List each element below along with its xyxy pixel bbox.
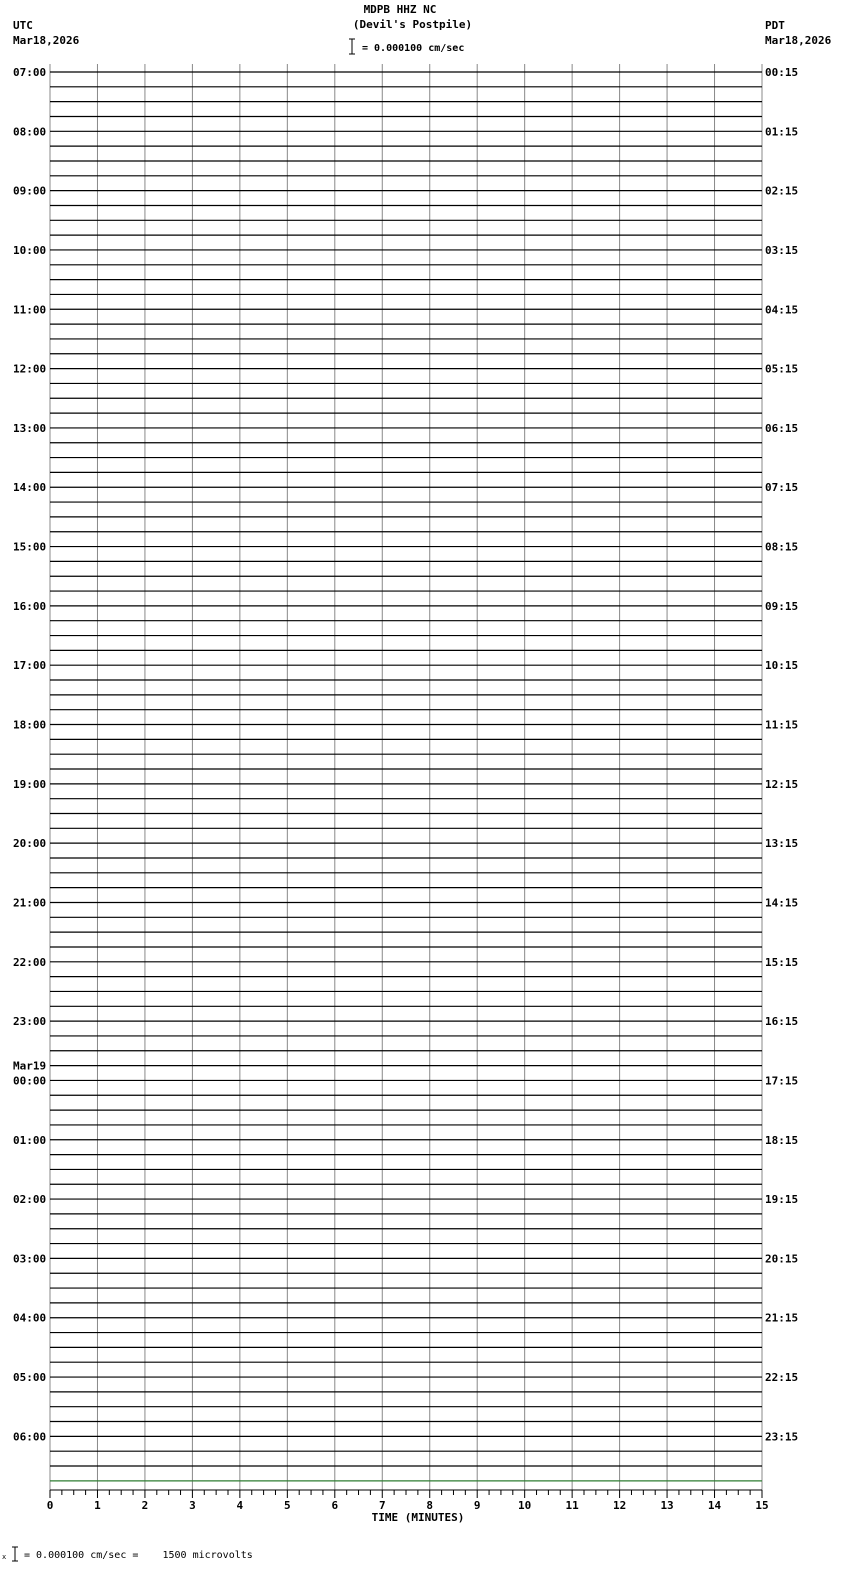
footer-scale-text: = 0.000100 cm/sec = 1500 microvolts (24, 1550, 253, 1561)
pdt-hour-label: 03:15 (765, 243, 799, 257)
utc-hour-label: 23:00 (13, 1015, 47, 1029)
left-timezone: UTC (13, 19, 33, 32)
utc-hour-label: 13:00 (13, 421, 47, 435)
pdt-hour-label: 01:15 (765, 125, 799, 139)
pdt-hour-label: 00:15 (765, 66, 799, 79)
utc-hour-label: 11:00 (13, 303, 47, 317)
right-date: Mar18,2026 (765, 34, 832, 47)
utc-hour-label: 07:00 (13, 66, 47, 79)
svg-text:x: x (2, 1553, 7, 1561)
pdt-hour-label: 22:15 (765, 1371, 799, 1385)
x-tick-label: 1 (94, 1499, 101, 1512)
utc-hour-label: 06:00 (13, 1430, 47, 1444)
pdt-hour-label: 16:15 (765, 1015, 799, 1029)
footer-scale-bar-icon (2, 1547, 18, 1561)
utc-hour-label: 22:00 (13, 955, 47, 969)
pdt-hour-label: 09:15 (765, 599, 799, 613)
station-title: MDPB HHZ NC (363, 3, 437, 16)
pdt-hour-label: 07:15 (765, 481, 799, 495)
pdt-hour-label: 14:15 (765, 896, 799, 910)
pdt-hour-label: 10:15 (765, 659, 799, 673)
utc-hour-label: 00:00 (13, 1074, 47, 1088)
utc-hour-label: 09:00 (13, 184, 47, 198)
utc-hour-labels (13, 66, 46, 1443)
pdt-hour-labels (765, 66, 798, 1443)
utc-hour-label: 14:00 (13, 481, 47, 495)
x-tick-label: 4 (236, 1499, 244, 1512)
utc-hour-label: 19:00 (13, 777, 47, 791)
station-location: (Devil's Postpile) (352, 18, 473, 31)
utc-hour-label: 17:00 (13, 659, 47, 673)
utc-hour-label: 15:00 (13, 540, 47, 554)
utc-hour-label: 03:00 (13, 1252, 47, 1266)
x-tick-label: 12 (612, 1499, 627, 1512)
pdt-hour-label: 23:15 (765, 1430, 799, 1444)
minute-grid (50, 64, 762, 1490)
utc-hour-label: 08:00 (13, 125, 47, 139)
x-tick-label: 3 (189, 1499, 196, 1512)
pdt-hour-label: 13:15 (765, 837, 799, 851)
utc-hour-label: 05:00 (13, 1371, 47, 1385)
x-tick-label: 11 (565, 1499, 579, 1512)
left-date: Mar18,2026 (13, 34, 80, 47)
pdt-hour-label: 18:15 (765, 1133, 799, 1147)
x-tick-label: 0 (46, 1499, 54, 1512)
pdt-hour-label: 15:15 (765, 955, 799, 969)
pdt-hour-label: 05:15 (765, 362, 799, 376)
x-tick-label: 8 (426, 1499, 434, 1512)
x-tick-label: 14 (707, 1499, 722, 1512)
utc-hour-label: 02:00 (13, 1193, 47, 1207)
pdt-hour-label: 11:15 (765, 718, 799, 732)
x-tick-label: 15 (755, 1499, 769, 1512)
x-axis (47, 1490, 769, 1512)
x-tick-label: 5 (284, 1499, 291, 1512)
date-change-label: Mar19 (13, 1059, 47, 1073)
pdt-hour-label: 20:15 (765, 1252, 799, 1266)
x-tick-label: 9 (473, 1499, 481, 1512)
x-tick-label: 2 (141, 1499, 149, 1512)
pdt-hour-label: 19:15 (765, 1193, 799, 1207)
scale-label: = 0.000100 cm/sec (362, 43, 465, 54)
x-axis-label: TIME (MINUTES) (371, 1511, 465, 1524)
x-tick-label: 13 (660, 1499, 674, 1512)
x-tick-label: 7 (378, 1499, 386, 1512)
scale-bar-icon (349, 39, 355, 54)
utc-hour-label: 10:00 (13, 243, 47, 257)
trace-lines (50, 72, 762, 1481)
utc-hour-label: 21:00 (13, 896, 47, 910)
pdt-hour-label: 02:15 (765, 184, 799, 198)
pdt-hour-label: 08:15 (765, 540, 799, 554)
x-tick-label: 10 (518, 1499, 532, 1512)
pdt-hour-label: 17:15 (765, 1074, 799, 1088)
pdt-hour-label: 06:15 (765, 421, 799, 435)
utc-hour-label: 12:00 (13, 362, 47, 376)
utc-hour-label: 01:00 (13, 1133, 47, 1147)
utc-hour-label: 04:00 (13, 1311, 47, 1325)
pdt-hour-label: 12:15 (765, 777, 799, 791)
pdt-hour-label: 21:15 (765, 1311, 799, 1325)
utc-hour-label: 16:00 (13, 599, 47, 613)
right-timezone: PDT (765, 19, 785, 32)
utc-hour-label: 20:00 (13, 837, 47, 851)
utc-hour-label: 18:00 (13, 718, 47, 732)
x-tick-label: 6 (331, 1499, 339, 1512)
pdt-hour-label: 04:15 (765, 303, 799, 317)
